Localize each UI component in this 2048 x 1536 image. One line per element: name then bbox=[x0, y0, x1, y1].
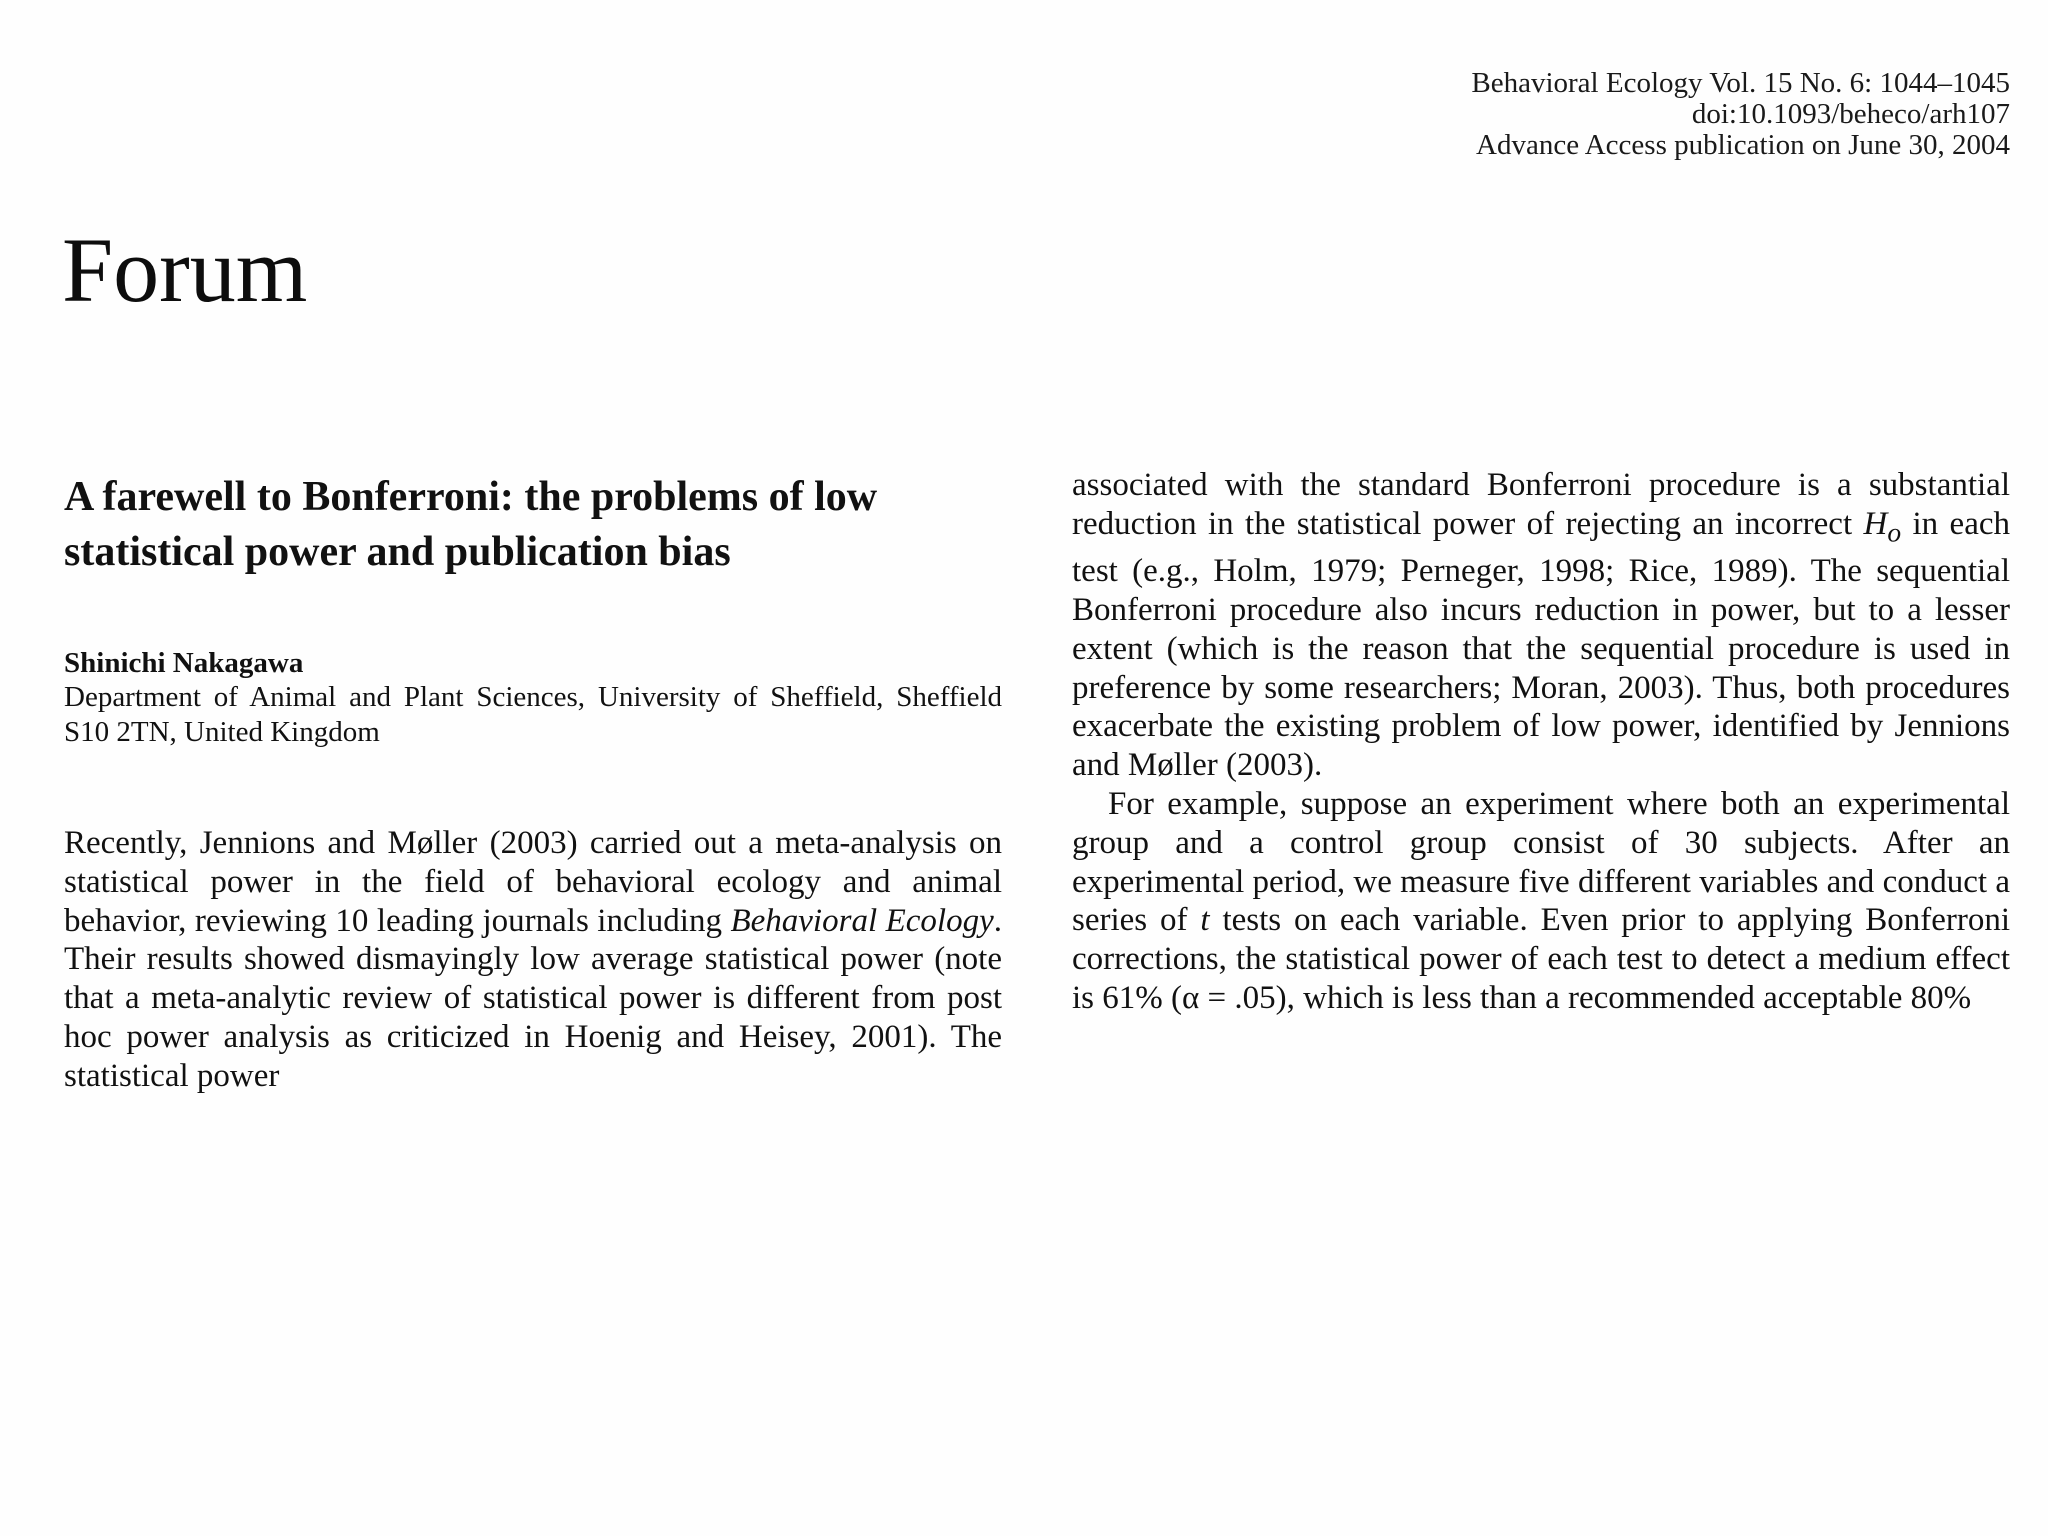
intro-text-part1: Recently, Jennions and Møller (2003) carried out a meta-analysis on statistical power in the field of behavioral ecology and animal behavior, reviewing 10 leading journals including bbox=[64, 825, 1002, 939]
intro-paragraph bbox=[64, 824, 1002, 1096]
h-symbol: H bbox=[1863, 505, 1888, 542]
doi-line: doi:10.1093/beheco/arh107 bbox=[1691, 98, 2010, 130]
journal-name-italic: Behavioral Ecology bbox=[730, 902, 994, 939]
author-affiliation: Department of Animal and Plant Sciences, University of Sheffield, Sheffield S10 2TN, United Kingdom bbox=[64, 681, 1002, 748]
left-body-clip bbox=[64, 824, 1002, 1096]
h-subscript-letter: o bbox=[1887, 516, 1902, 548]
example-paragraph bbox=[1072, 785, 2010, 1018]
bonferroni-text-part2: in each test (e.g., Holm, 1979; Perneger, 1998; Rice, 1989). The sequential Bonferroni procedure also incurs reduction in power, but to a lesser extent (which is the reason that the sequential procedure is used in preference by some researchers; Moran, 2003). Thus, both procedures exacerbate the existing problem of low power, identified by Jennions and Møller (2003). bbox=[1072, 505, 2010, 784]
h-subscript bbox=[1887, 516, 1901, 547]
example-text-part2: tests on each variable. Even prior to applying Bonferroni corrections, the statistical power of each test to detect a medium effect is 61% (α = .05), which is less than a recommended acceptable 80% bbox=[1072, 902, 2010, 1016]
right-body-clip bbox=[1072, 466, 2010, 1084]
intro-text-part2: . Their results showed dismayingly low average statistical power (note that a meta-analytic review of statistical power is different from post hoc power analysis as criticized in Hoenig and Heisey, 2001). The statistical power bbox=[64, 902, 1002, 1094]
article-title: A farewell to Bonferroni: the problems of low statistical power and publication bias bbox=[64, 474, 878, 575]
bonferroni-text-part1: associated with the standard Bonferroni procedure is a substantial reduction in the statistical power of rejecting an incorrect bbox=[1072, 467, 2010, 542]
journal-header bbox=[1471, 68, 2010, 161]
advance-access-line: Advance Access publication on June 30, 2004 bbox=[1476, 129, 2010, 161]
section-title: Forum bbox=[62, 219, 308, 321]
example-text-part1: For example, suppose an experiment where both an experimental group and a control group consist of 30 subjects. After an experimental period, we measure five different variables and conduct a series of bbox=[1072, 785, 2010, 939]
bonferroni-paragraph bbox=[1072, 466, 2010, 785]
t-symbol: t bbox=[1200, 902, 1210, 939]
journal-citation: Behavioral Ecology Vol. 15 No. 6: 1044–1045 bbox=[1471, 67, 2010, 99]
left-column bbox=[64, 470, 1002, 1096]
author-name: Shinichi Nakagawa bbox=[64, 647, 304, 679]
right-column bbox=[1072, 466, 2010, 1084]
